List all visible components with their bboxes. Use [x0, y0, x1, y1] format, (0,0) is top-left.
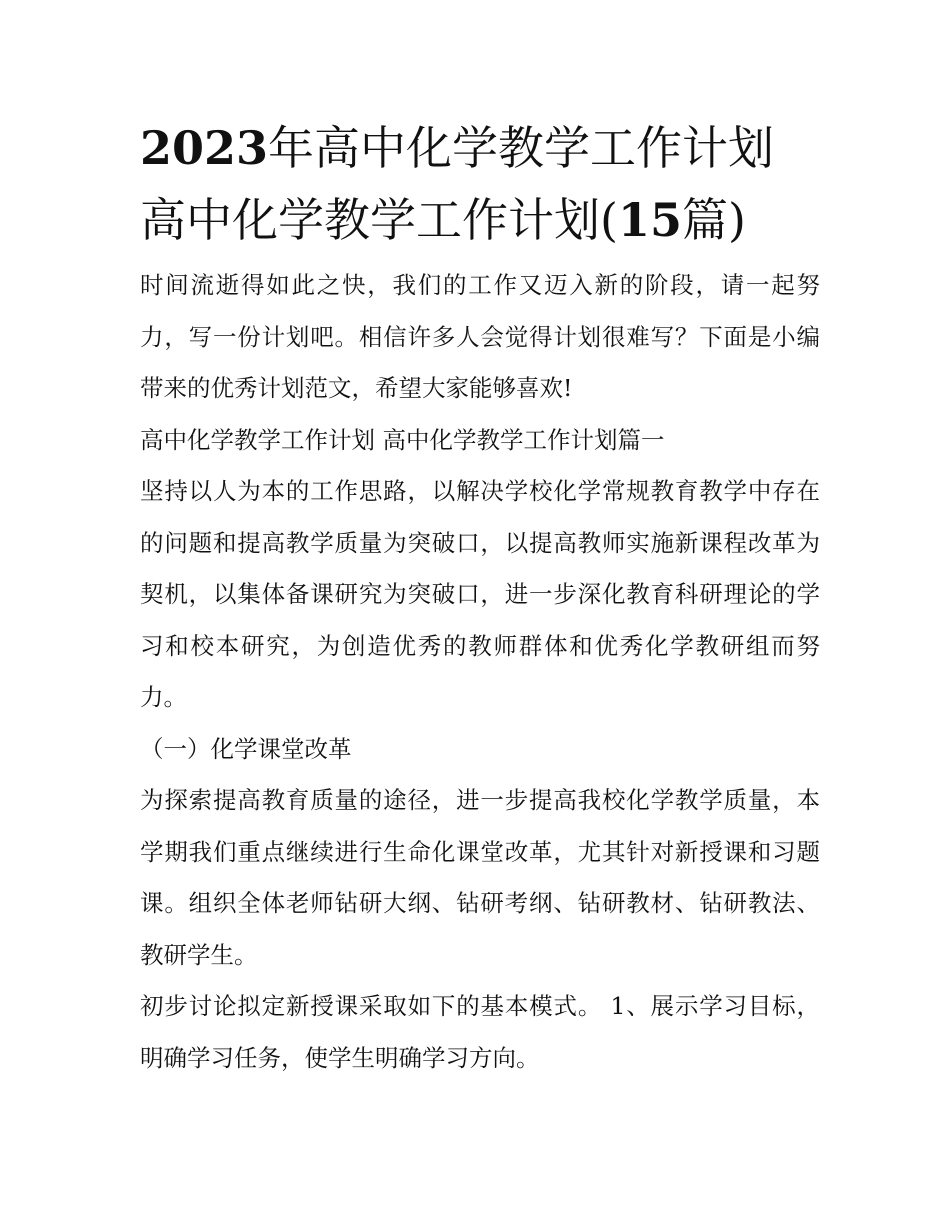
body-paragraph: 为探索提高教育质量的途径，进一步提高我校化学教学质量，本学期我们重点继续进行生命化课堂改革，尤其针对新授课和习题课。组织全体老师钻研大纲、钻研考纲、钻研教材、钻研教法、教研学生。: [140, 786, 820, 969]
document-page: [140, 112, 820, 1084]
title-year: 2023: [140, 121, 269, 175]
body-paragraph: 初步讨论拟定新授课采取如下的基本模式。 1、展示学习目标，明确学习任务，使学生明确学习方向。: [140, 992, 820, 1072]
subsection-heading: （一）化学课堂改革: [140, 734, 352, 763]
document-title: [140, 112, 820, 256]
title-line2-number: 15: [617, 193, 682, 247]
section-heading: 高中化学教学工作计划 高中化学教学工作计划篇一: [140, 425, 665, 454]
title-line1-text: 年高中化学教学工作计划: [268, 121, 775, 175]
title-line2-prefix: 高中化学教学工作计划(: [140, 193, 618, 247]
body-paragraph: 坚持以人为本的工作思路，以解决学校化学常规教育教学中存在的问题和提高教学质量为突破口，以提高教师实施新课程改革为契机，以集体备课研究为突破口，进一步深化教育科研理论的学习和校本研究，为创造优秀的教师群体和优秀化学教研组而努力。: [140, 477, 820, 711]
intro-paragraph: 时间流逝得如此之快，我们的工作又迈入新的阶段，请一起努力，写一份计划吧。相信许多人会觉得计划很难写？下面是小编带来的优秀计划范文，希望大家能够喜欢!: [140, 271, 820, 402]
title-line2-suffix: 篇): [681, 193, 746, 247]
